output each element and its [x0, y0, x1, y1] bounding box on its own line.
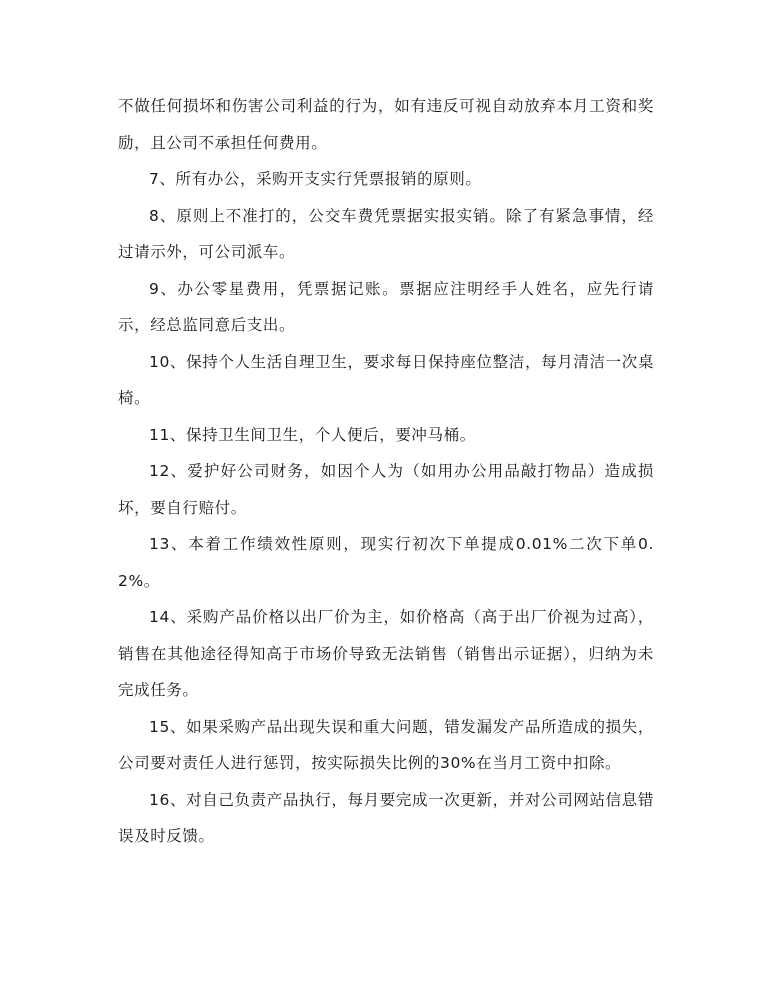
paragraph-item-10: 10、保持个人生活自理卫生，要求每日保持座位整洁，每月清洁一次桌椅。 [118, 352, 654, 407]
paragraph-continuation: 不做任何损坏和伤害公司利益的行为，如有违反可视自动放弃本月工资和奖励，且公司不承担任何费用。 [118, 97, 654, 152]
paragraph-item-9: 9、办公零星费用，凭票据记账。票据应注明经手人姓名，应先行请示，经总监同意后支出。 [118, 279, 654, 334]
document-body [118, 88, 654, 855]
paragraph-item-8: 8、原则上不准打的，公交车费凭票据实报实销。除了有紧急事情，经过请示外，可公司派车。 [118, 206, 654, 261]
paragraph-item-16: 16、对自己负责产品执行，每月要完成一次更新，并对公司网站信息错误及时反馈。 [118, 790, 654, 845]
paragraph-item-14: 14、采购产品价格以出厂价为主，如价格高（高于出厂价视为过高），销售在其他途径得知高于市场价导致无法销售（销售出示证据），归纳为未完成任务。 [118, 608, 654, 699]
paragraph-item-12: 12、爱护好公司财务，如因个人为（如用办公用品敲打物品）造成损坏，要自行赔付。 [118, 462, 654, 517]
paragraph-item-13: 13、本着工作绩效性原则，现实行初次下单提成0.01%二次下单0.2%。 [118, 535, 654, 590]
paragraph-item-7: 7、所有办公，采购开支实行凭票报销的原则。 [149, 170, 482, 188]
paragraph-item-11: 11、保持卫生间卫生，个人便后，要冲马桶。 [149, 425, 476, 444]
paragraph-item-15: 15、如果采购产品出现失误和重大问题，错发漏发产品所造成的损失，公司要对责任人进行惩罚，按实际损失比例的30%在当月工资中扣除。 [118, 717, 654, 772]
